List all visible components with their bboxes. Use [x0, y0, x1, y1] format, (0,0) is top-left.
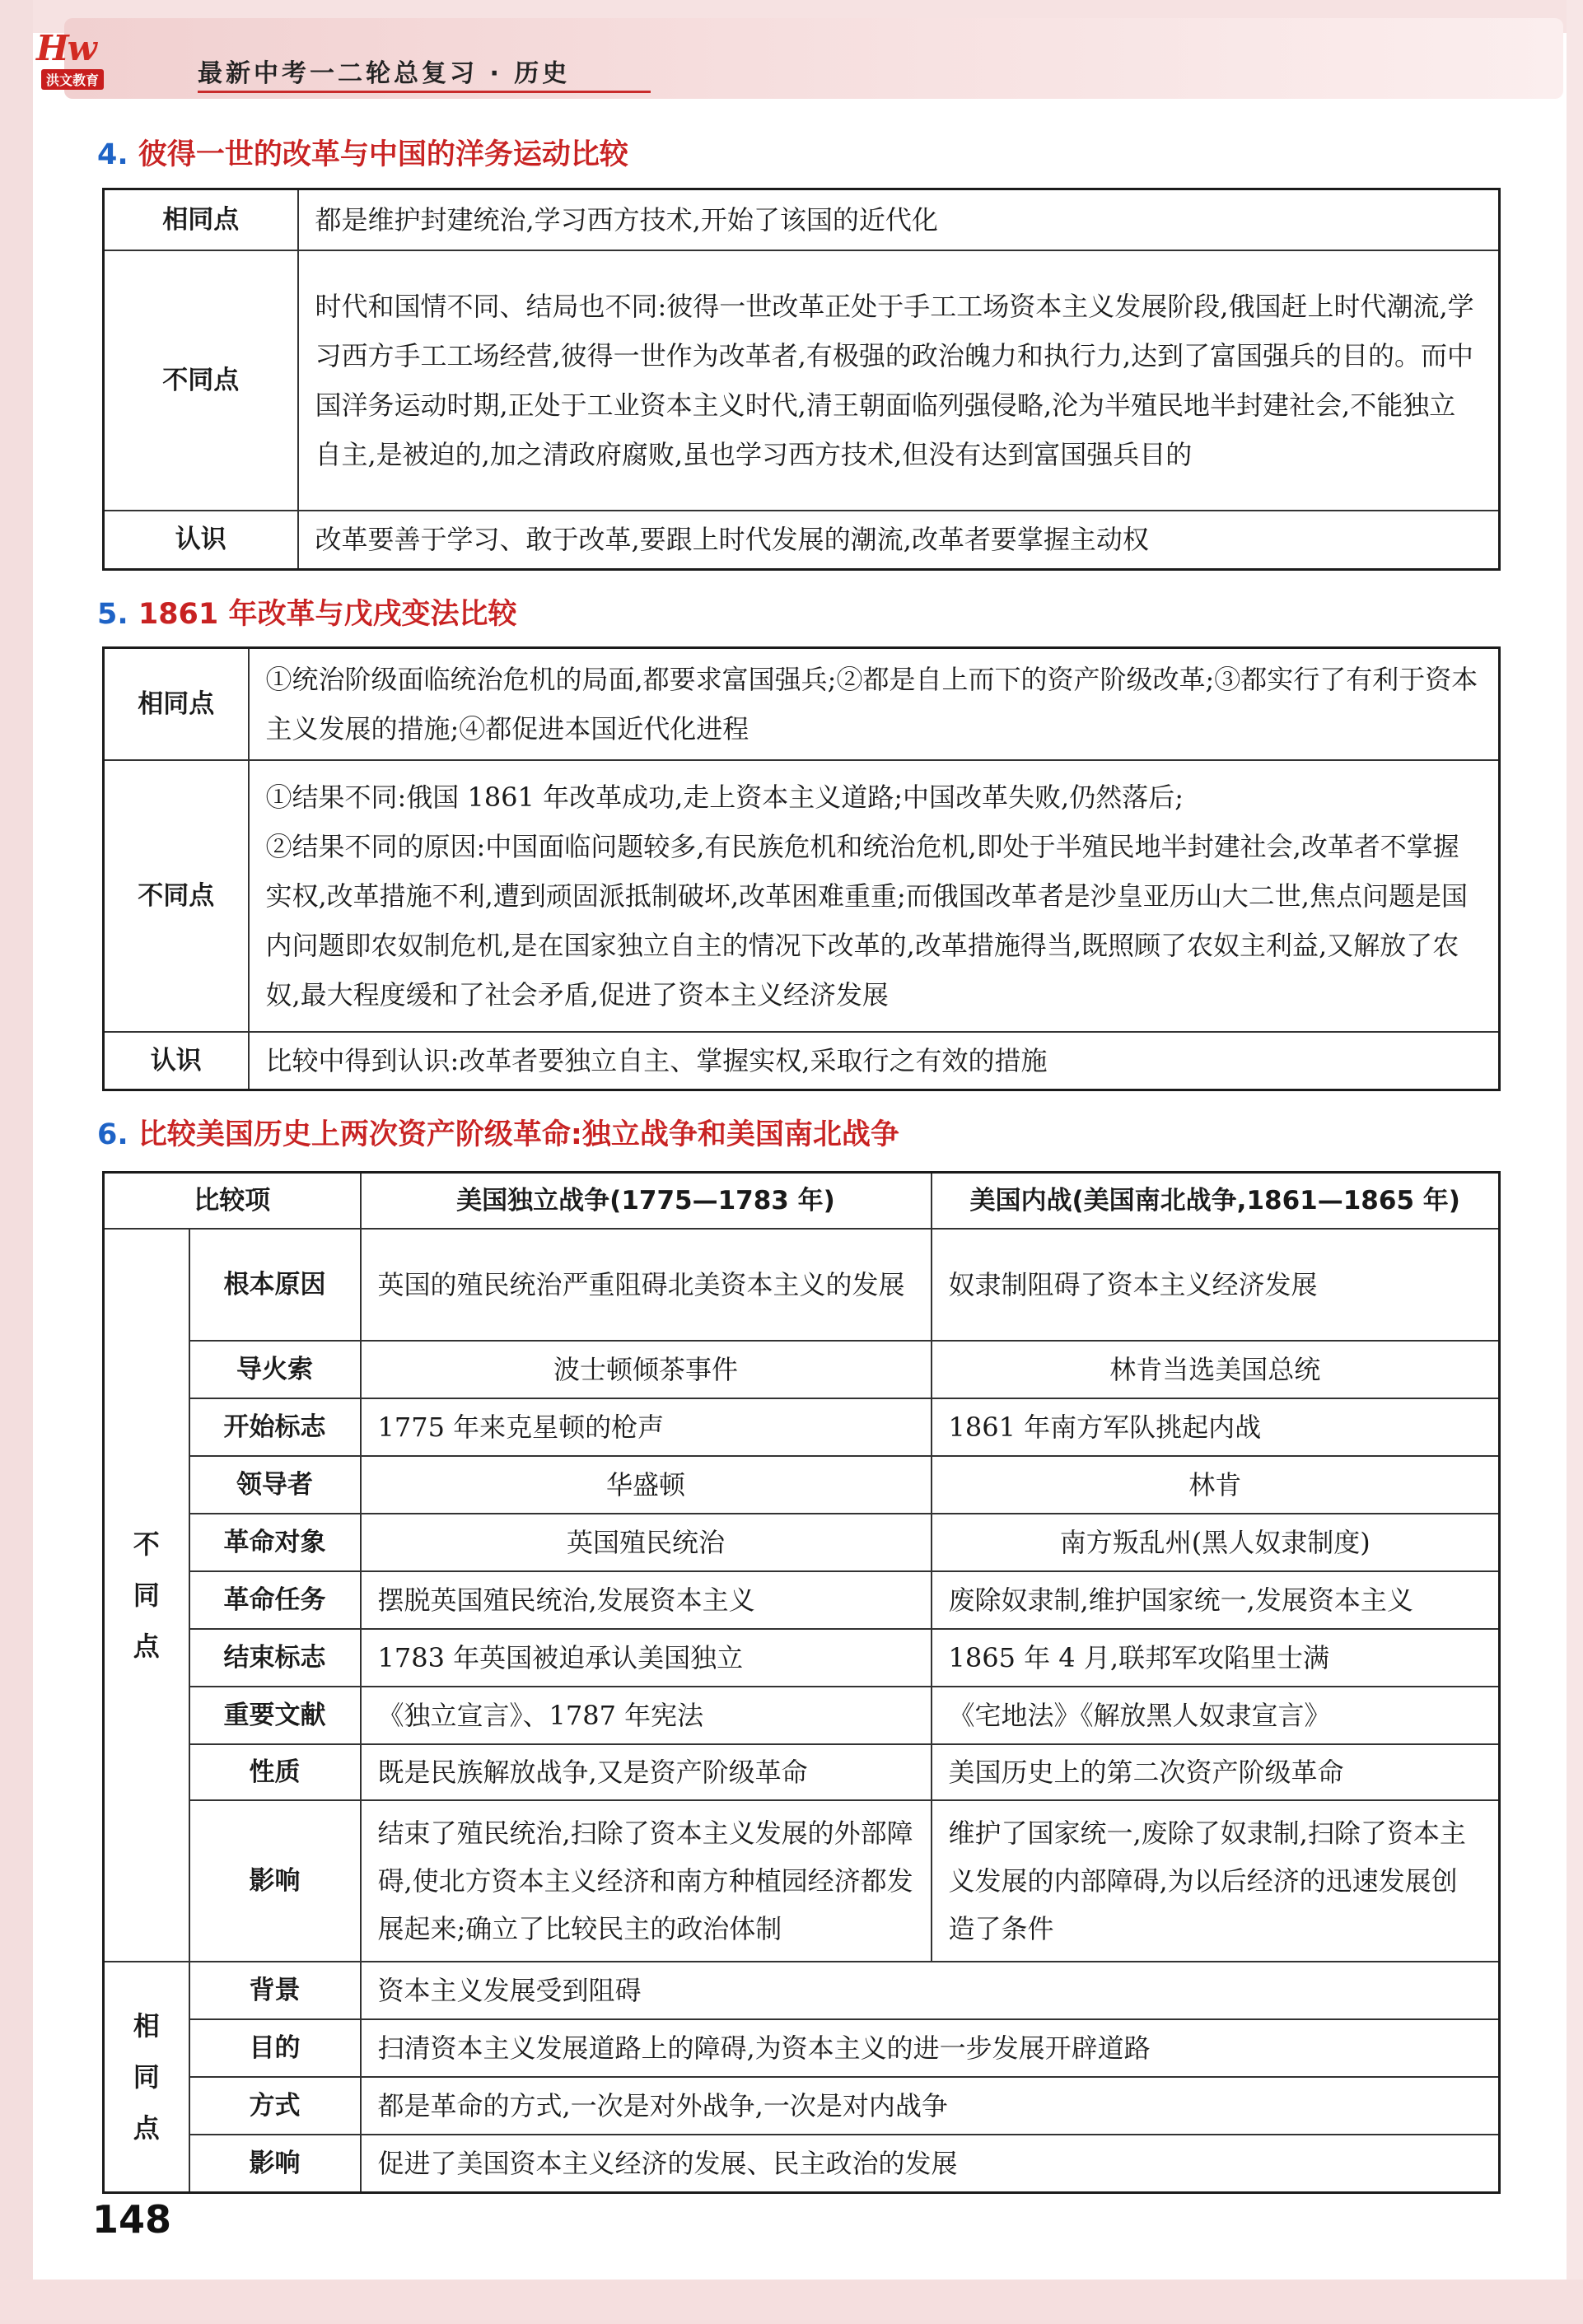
table-row	[104, 1800, 1500, 1962]
section-5-title	[97, 591, 516, 632]
table-row	[104, 2135, 1500, 2192]
section-6-heading: 比较美国历史上两次资产阶级革命:独立战争和美国南北战争	[138, 1118, 899, 1151]
table-row	[104, 1744, 1500, 1800]
row-label: 相同点	[104, 189, 298, 250]
book-title: 最新中考一二轮总复习 · 历史	[198, 59, 571, 88]
row-label: 不同点	[104, 250, 298, 511]
cell-independence: 英国的殖民统治严重阻碍北美资本主义的发展	[361, 1229, 932, 1341]
cell-independence: 1783 年英国被迫承认美国独立	[361, 1629, 932, 1687]
section-6-title	[97, 1112, 899, 1153]
difference-reason: ②结果不同的原因:中国面临问题较多,有民族危机和统治危机,即处于半殖民地半封建社会,改革者不掌握实权,改革措施不利,遭到顽固派抵制破坏,改革困难重重;而俄国改革者是沙皇亚历山大二世,焦点问题是国内问题即农奴制危机,是在国家独立自主的情况下改革的,改革措施得当,既照顾了农奴主利益,又解放了农奴,最大程度缓和了社会矛盾,促进了资本主义经济发展	[265, 830, 1468, 1010]
row-label: 革命任务	[189, 1571, 361, 1629]
cell-civil-war: 南方叛乱州(黑人奴隶制度)	[932, 1514, 1500, 1571]
page-border-right	[1567, 0, 1583, 2324]
cell-civil-war: 《宅地法》《解放黑人奴隶宣言》	[932, 1687, 1500, 1744]
row-label: 根本原因	[189, 1229, 361, 1341]
cell-independence: 既是民族解放战争,又是资产阶级革命	[361, 1744, 932, 1800]
cell-civil-war: 林肯当选美国总统	[932, 1341, 1500, 1398]
table-row	[104, 189, 1500, 250]
cell-independence: 1775 年来克星顿的枪声	[361, 1398, 932, 1456]
cell-independence: 英国殖民统治	[361, 1514, 932, 1571]
differences-group-label: 不 同 点	[104, 1229, 189, 1962]
table-row	[104, 1341, 1500, 1398]
section-4-title	[97, 132, 628, 173]
row-text: 改革要善于学习、敢于改革,要跟上时代发展的潮流,改革者要掌握主动权	[298, 511, 1500, 570]
row-label: 革命对象	[189, 1514, 361, 1571]
row-label: 开始标志	[189, 1398, 361, 1456]
cell-civil-war: 美国历史上的第二次资产阶级革命	[932, 1744, 1500, 1800]
logo-mark: Hw	[36, 28, 96, 68]
cell-independence: 摆脱英国殖民统治,发展资本主义	[361, 1571, 932, 1629]
logo-name: 洪文教育	[41, 69, 104, 90]
row-label: 不同点	[104, 760, 249, 1032]
row-label: 背景	[189, 1962, 361, 2019]
table-row	[104, 2077, 1500, 2135]
table-row	[104, 1687, 1500, 1744]
section-4-number: 4.	[97, 138, 128, 171]
table-row	[104, 511, 1500, 570]
row-text: 比较中得到认识:改革者要独立自主、掌握实权,采取行之有效的措施	[249, 1032, 1500, 1090]
section-6-table	[102, 1171, 1501, 2194]
row-label: 目的	[189, 2019, 361, 2077]
table-row	[104, 1629, 1500, 1687]
header-underline	[198, 91, 651, 93]
row-text	[249, 760, 1500, 1032]
cell-common: 资本主义发展受到阻碍	[361, 1962, 1500, 2019]
section-4-table	[102, 188, 1501, 571]
row-label: 影响	[189, 1800, 361, 1962]
table-row	[104, 1398, 1500, 1456]
table-row	[104, 1456, 1500, 1514]
cell-independence: 波士顿倾茶事件	[361, 1341, 932, 1398]
header-civil-war: 美国内战(美国南北战争,1861—1865 年)	[932, 1173, 1500, 1230]
section-6-number: 6.	[97, 1118, 128, 1151]
table-row	[104, 1229, 1500, 1341]
page-number: 148	[92, 2197, 172, 2242]
table-row	[104, 760, 1500, 1032]
table-row	[104, 2019, 1500, 2077]
cell-common: 促进了美国资本主义经济的发展、民主政治的发展	[361, 2135, 1500, 2192]
row-label: 影响	[189, 2135, 361, 2192]
cell-common: 扫清资本主义发展道路上的障碍,为资本主义的进一步发展开辟道路	[361, 2019, 1500, 2077]
header-compare-item: 比较项	[104, 1173, 361, 1230]
table-row	[104, 1514, 1500, 1571]
table-row	[104, 1962, 1500, 2019]
page-border-bottom	[0, 2280, 1583, 2324]
table-header-row	[104, 1173, 1500, 1230]
result-difference: ①结果不同:俄国 1861 年改革成功,走上资本主义道路;中国改革失败,仍然落后;	[265, 781, 1184, 813]
section-4-heading: 彼得一世的改革与中国的洋务运动比较	[138, 138, 628, 171]
table-row	[104, 1571, 1500, 1629]
cell-independence: 《独立宣言》、1787 年宪法	[361, 1687, 932, 1744]
row-text: 都是维护封建统治,学习西方技术,开始了该国的近代化	[298, 189, 1500, 250]
section-5-number: 5.	[97, 598, 128, 631]
section-5-table	[102, 646, 1501, 1091]
section-5-heading: 1861 年改革与戊戌变法比较	[138, 598, 517, 631]
row-text: ①统治阶级面临统治危机的局面,都要求富国强兵;②都是自上而下的资产阶级改革;③都实行了有利于资本主义发展的措施;④都促进本国近代化进程	[249, 648, 1500, 760]
publisher-logo	[36, 28, 160, 94]
cell-independence: 华盛顿	[361, 1456, 932, 1514]
cell-common: 都是革命的方式,一次是对外战争,一次是对内战争	[361, 2077, 1500, 2135]
similarities-group-label: 相 同 点	[104, 1962, 189, 2192]
row-label: 认识	[104, 511, 298, 570]
cell-civil-war: 1865 年 4 月,联邦军攻陷里士满	[932, 1629, 1500, 1687]
row-text: 时代和国情不同、结局也不同:彼得一世改革正处于手工工场资本主义发展阶段,俄国赶上时代潮流,学习西方手工工场经营,彼得一世作为改革者,有极强的政治魄力和执行力,达到了富国强兵的目的。而中国洋务运动时期,正处于工业资本主义时代,清王朝面临列强侵略,沦为半殖民地半封建社会,不能独立自主,是被迫的,加之清政府腐败,虽也学习西方技术,但没有达到富国强兵目的	[298, 250, 1500, 511]
cell-civil-war: 奴隶制阻碍了资本主义经济发展	[932, 1229, 1500, 1341]
table-row	[104, 250, 1500, 511]
header-independence-war: 美国独立战争(1775—1783 年)	[361, 1173, 932, 1230]
cell-independence: 结束了殖民统治,扫除了资本主义发展的外部障碍,使北方资本主义经济和南方种植园经济都发展起来;确立了比较民主的政治体制	[361, 1800, 932, 1962]
row-label: 重要文献	[189, 1687, 361, 1744]
row-label: 认识	[104, 1032, 249, 1090]
row-label: 方式	[189, 2077, 361, 2135]
table-row	[104, 1032, 1500, 1090]
cell-civil-war: 废除奴隶制,维护国家统一,发展资本主义	[932, 1571, 1500, 1629]
cell-civil-war: 维护了国家统一,废除了奴隶制,扫除了资本主义发展的内部障碍,为以后经济的迅速发展创造了条件	[932, 1800, 1500, 1962]
page-border-left	[0, 0, 33, 2324]
row-label: 导火索	[189, 1341, 361, 1398]
row-label: 相同点	[104, 648, 249, 760]
row-label: 结束标志	[189, 1629, 361, 1687]
row-label: 领导者	[189, 1456, 361, 1514]
table-row	[104, 648, 1500, 760]
cell-civil-war: 1861 年南方军队挑起内战	[932, 1398, 1500, 1456]
row-label: 性质	[189, 1744, 361, 1800]
cell-civil-war: 林肯	[932, 1456, 1500, 1514]
